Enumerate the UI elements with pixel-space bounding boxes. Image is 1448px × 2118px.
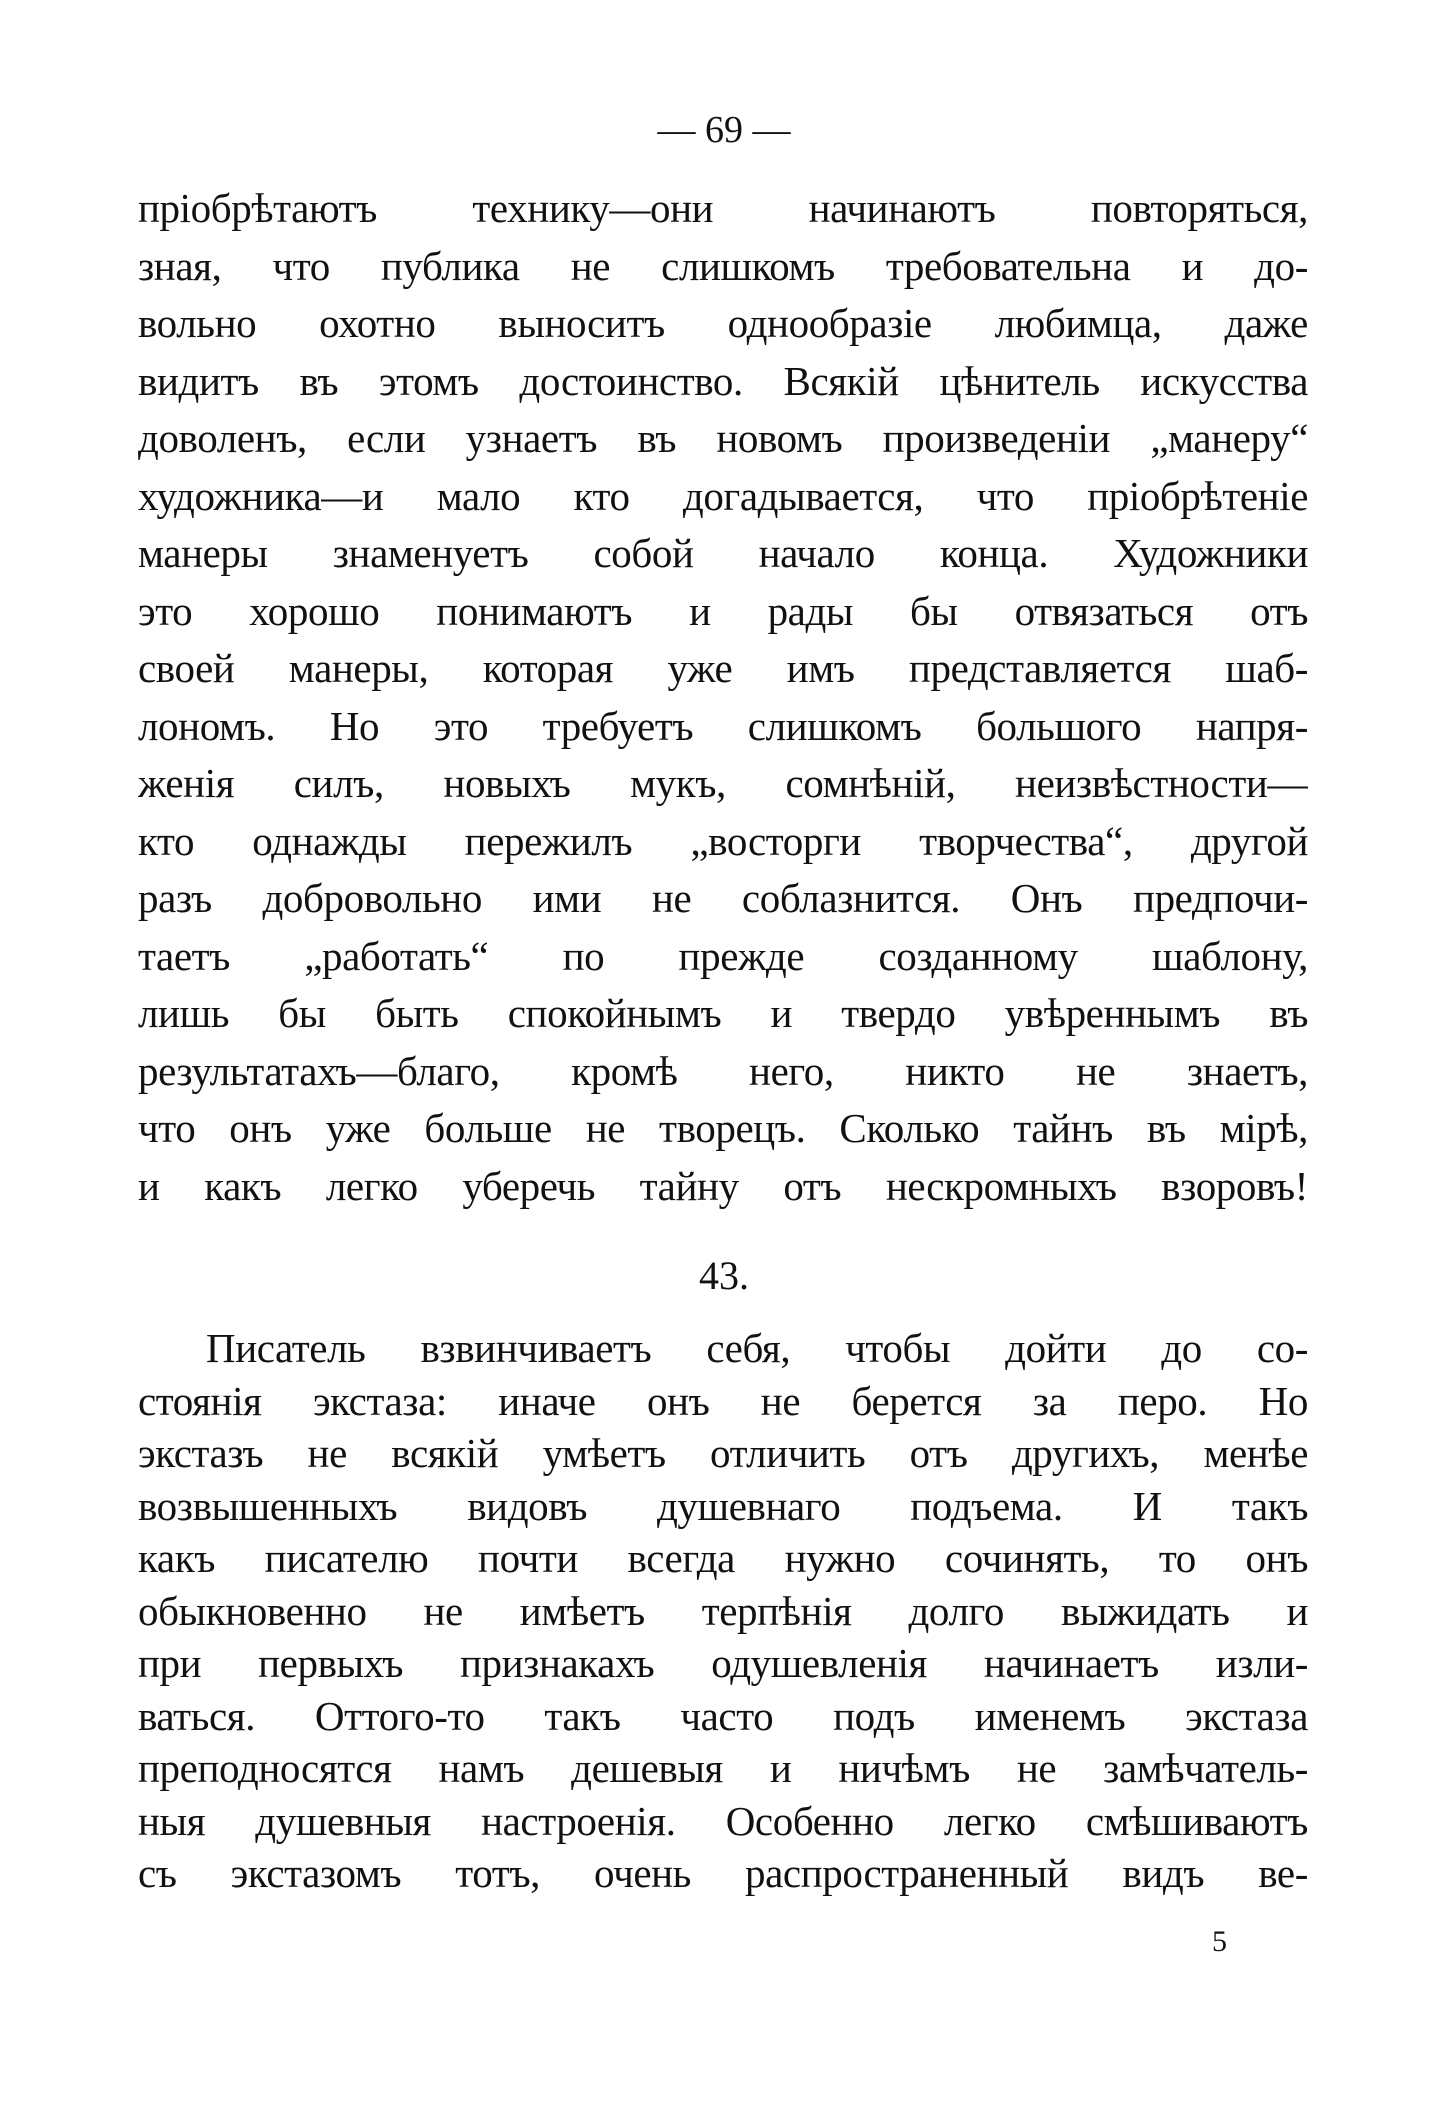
text-line: ваться. Оттого-то такъ часто подъ именемъ экстаза [138,1692,1308,1739]
text-line: манеры знаменуетъ собой начало конца. Художники [138,530,1308,576]
text-line: видитъ въ этомъ достоинство. Всякій цѣнитель искусства [138,357,1308,404]
text-line: таетъ „работать“ по прежде созданному шаблону, [138,932,1308,979]
text-line: экстазъ не всякій умѣетъ отличить отъ другихъ, менѣе [138,1430,1308,1476]
text-line: возвышенныхъ видовъ душевнаго подъема. И такъ [138,1482,1308,1529]
text-line: обыкновенно не имѣетъ терпѣнія долго выжидать и [138,1587,1308,1634]
text-line: лишь бы быть спокойнымъ и твердо увѣреннымъ въ [138,990,1308,1036]
text-line: что онъ уже больше не творецъ. Сколько тайнъ въ мірѣ, [138,1105,1308,1151]
text-line: пріобрѣтаютъ технику—они начинаютъ повторяться, [138,185,1308,231]
text-line: при первыхъ признакахъ одушевленія начинаетъ изли- [138,1640,1308,1686]
text-line: зная, что публика не слишкомъ требовательна и до- [138,242,1308,289]
section-number: 43. [699,1253,749,1298]
text-line: женія силъ, новыхъ мукъ, сомнѣній, неизвѣстности— [138,760,1308,806]
page-number: — 69 — [657,109,791,151]
text-line: кто однажды пережилъ „восторги творчества“, другой [138,817,1308,864]
text-line: преподносятся намъ дешевыя и ничѣмъ не замѣчатель- [138,1745,1308,1791]
paragraph-43 [138,1322,1308,1900]
text-line: стоянія экстаза: иначе онъ не берется за перо. Но [138,1377,1308,1424]
text-line: разъ добровольно ими не соблазнится. Онъ предпочи- [138,875,1308,921]
text-line: какъ писателю почти всегда нужно сочинять, то онъ [138,1535,1308,1581]
text-line: результатахъ—благо, кромѣ него, никто не знаетъ, [138,1047,1308,1094]
text-line: доволенъ, если узнаетъ въ новомъ произведеніи „манеру“ [138,415,1308,461]
text-line: своей манеры, которая уже имъ представляется шаб- [138,645,1308,691]
paragraph-42-continued [138,180,1308,1215]
text-line: лономъ. Но это требуетъ слишкомъ большого напря- [138,702,1308,749]
text-line: художника—и мало кто догадывается, что пріобрѣтеніе [138,472,1308,519]
text-line: Писатель взвинчиваетъ себя, чтобы дойти до со- [206,1325,1308,1371]
text-line: ныя душевныя настроенія. Особенно легко смѣшиваютъ [138,1797,1308,1844]
signature-mark: 5 [1212,1925,1227,1958]
text-line: съ экстазомъ тотъ, очень распространенный видъ ве- [138,1850,1308,1896]
text-line: и какъ легко уберечь тайну отъ нескромныхъ взоровъ! [138,1162,1308,1209]
text-line: это хорошо понимаютъ и рады бы отвязаться отъ [138,587,1308,634]
text-line: вольно охотно выноситъ однообразіе любимца, даже [138,300,1308,346]
